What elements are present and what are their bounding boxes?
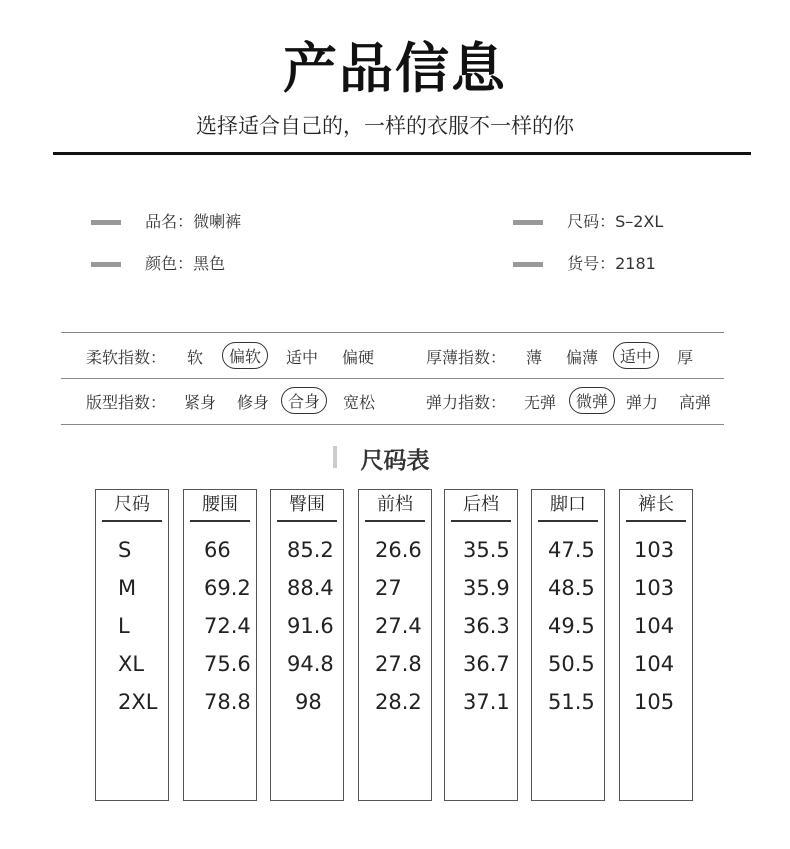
size-cell: 91.6: [287, 614, 334, 638]
size-column-header-underline: [538, 520, 598, 522]
size-cell: S: [118, 538, 132, 562]
fit-label: 版型指数：: [86, 393, 167, 412]
dash-marker-icon: [513, 220, 543, 225]
size-column-header-underline: [190, 520, 250, 522]
size-column-header: 尺码: [114, 494, 150, 515]
size-cell: 36.7: [463, 652, 510, 676]
product-item-number: 货号：2181: [567, 254, 656, 273]
size-column: [270, 489, 344, 801]
size-cell: 94.8: [287, 652, 334, 676]
size-cell: 51.5: [548, 690, 595, 714]
size-column-header: 后档: [463, 494, 499, 515]
size-column: [95, 489, 169, 801]
softness-option-3: 适中: [286, 348, 319, 367]
info-itemno-row: [513, 251, 656, 274]
size-column-header-underline: [277, 520, 337, 522]
size-cell: 50.5: [548, 652, 595, 676]
size-cell: 35.5: [463, 538, 510, 562]
size-column-header-underline: [626, 520, 686, 522]
dash-marker-icon: [91, 220, 121, 225]
fit-option-1: 紧身: [184, 393, 217, 412]
elasticity-option-4: 高弹: [679, 393, 712, 412]
size-cell: M: [118, 576, 137, 600]
size-cell: 98: [295, 690, 322, 714]
size-cell: 69.2: [204, 576, 251, 600]
softness-option-2-selected: 偏软: [222, 342, 268, 369]
size-cell: 88.4: [287, 576, 334, 600]
size-cell: 78.8: [204, 690, 251, 714]
header-divider: [53, 152, 751, 155]
thickness-option-2: 偏薄: [566, 348, 599, 367]
index-divider: [61, 424, 724, 425]
thickness-option-3-selected: 适中: [613, 342, 659, 369]
size-cell: 103: [634, 576, 675, 600]
size-column: [358, 489, 432, 801]
elasticity-label: 弹力指数：: [426, 393, 507, 412]
size-cell: XL: [118, 652, 145, 676]
size-cell: 36.3: [463, 614, 510, 638]
size-cell: 26.6: [375, 538, 422, 562]
size-cell: 85.2: [287, 538, 334, 562]
size-cell: 35.9: [463, 576, 510, 600]
size-cell: 37.1: [463, 690, 510, 714]
size-column: [444, 489, 518, 801]
size-cell: 104: [634, 652, 675, 676]
size-cell: 2XL: [118, 690, 158, 714]
size-cell: 27.4: [375, 614, 422, 638]
size-cell: 105: [634, 690, 675, 714]
size-cell: 75.6: [204, 652, 251, 676]
product-name: 品名：微喇裤: [145, 212, 242, 231]
softness-option-1: 软: [187, 348, 204, 367]
size-cell: 27.8: [375, 652, 422, 676]
size-column: [619, 489, 693, 801]
fit-option-4: 宽松: [343, 393, 376, 412]
size-column-header: 脚口: [550, 494, 586, 515]
size-column-header: 裤长: [638, 494, 674, 515]
size-column-header-underline: [365, 520, 425, 522]
elasticity-option-2-selected: 微弹: [569, 387, 615, 414]
dash-marker-icon: [513, 262, 543, 267]
info-name-row: [91, 209, 241, 232]
index-divider: [61, 378, 724, 379]
elasticity-option-3: 弹力: [626, 393, 659, 412]
thickness-option-1: 薄: [526, 348, 543, 367]
page-title: 产品信息: [283, 37, 507, 100]
thickness-label: 厚薄指数：: [426, 348, 507, 367]
thickness-option-4: 厚: [677, 348, 694, 367]
info-color-row: [91, 251, 225, 274]
size-column-header: 腰围: [202, 494, 238, 515]
size-cell: 47.5: [548, 538, 595, 562]
size-cell: 103: [634, 538, 675, 562]
product-color: 颜色：黑色: [145, 254, 226, 273]
fit-option-3-selected: 合身: [281, 387, 327, 414]
size-column-header: 臀围: [289, 494, 325, 515]
size-cell: 48.5: [548, 576, 595, 600]
index-row-2: [0, 390, 790, 414]
size-column-header: 前档: [377, 494, 413, 515]
size-column: [531, 489, 605, 801]
size-cell: 28.2: [375, 690, 422, 714]
index-row-1: [0, 345, 790, 369]
product-size-range: 尺码：S–2XL: [567, 212, 664, 231]
softness-option-4: 偏硬: [342, 348, 375, 367]
size-cell: 49.5: [548, 614, 595, 638]
size-cell: 104: [634, 614, 675, 638]
size-cell: 27: [375, 576, 402, 600]
size-column-header-underline: [102, 520, 162, 522]
elasticity-option-1: 无弹: [524, 393, 557, 412]
size-column: [183, 489, 257, 801]
info-size-row: [513, 209, 663, 232]
softness-label: 柔软指数：: [86, 348, 167, 367]
size-cell: 66: [204, 538, 231, 562]
size-cell: L: [118, 614, 130, 638]
size-cell: 72.4: [204, 614, 251, 638]
index-divider: [61, 332, 724, 333]
fit-option-2: 修身: [237, 393, 270, 412]
dash-marker-icon: [91, 262, 121, 267]
size-column-header-underline: [451, 520, 511, 522]
page-subtitle: 选择适合自己的，一样的衣服不一样的你: [196, 114, 574, 138]
size-chart-title: 尺码表: [360, 448, 430, 474]
